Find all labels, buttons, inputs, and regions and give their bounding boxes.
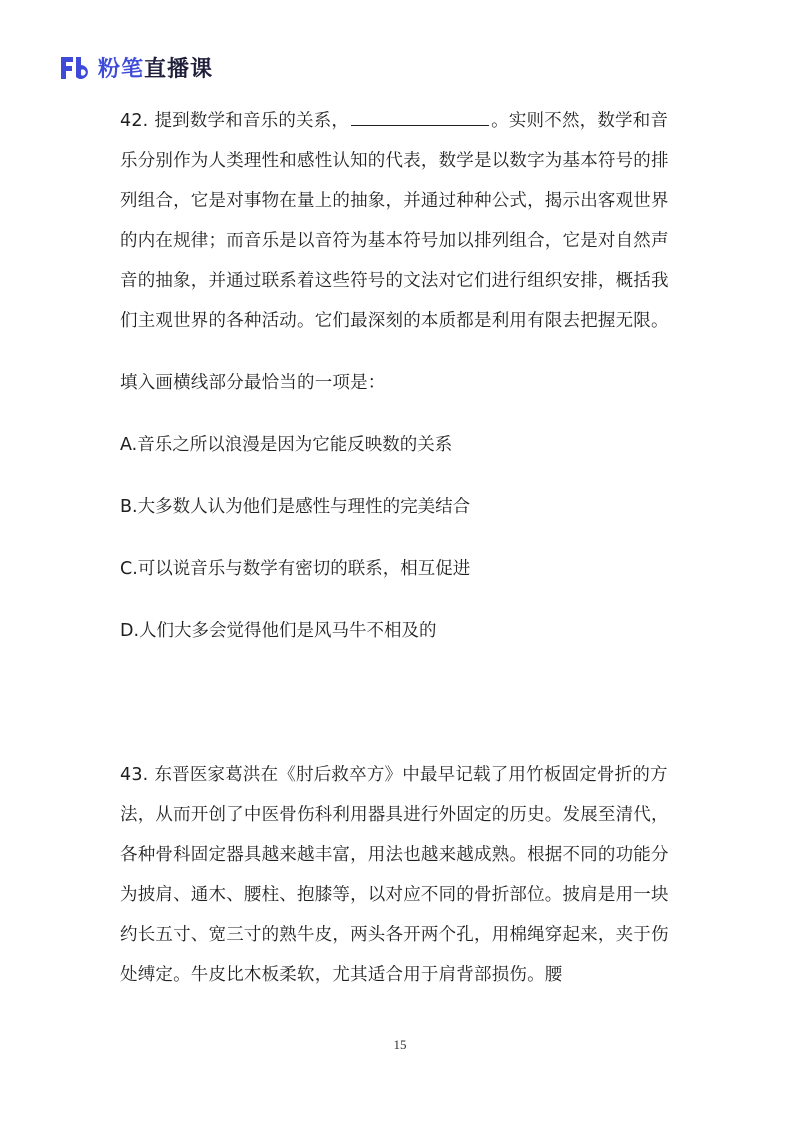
logo-text [98, 52, 213, 83]
page-number: 15 [393, 1037, 407, 1052]
question-42-stem [120, 101, 675, 341]
option-d: D.人们大多会觉得他们是风马牛不相及的 [120, 621, 437, 641]
logo-suffix: 直播课 [144, 56, 214, 82]
question-43-stem [120, 755, 675, 995]
question-42-prompt: 填入画横线部分最恰当的一项是： [120, 373, 386, 393]
option-c: C.可以说音乐与数学有密切的联系，相互促进 [120, 559, 471, 579]
question-42-text-before: 提到数学和音乐的关系， [154, 111, 350, 131]
option-a: A.音乐之所以浪漫是因为它能反映数的关系 [120, 435, 453, 455]
brand-logo [58, 50, 213, 84]
question-42-number: 42. [120, 111, 149, 131]
fill-in-blank [351, 105, 489, 126]
question-43-number: 43. [120, 765, 149, 785]
option-b: B.大多数人认为他们是感性与理性的完美结合 [120, 497, 471, 517]
question-43-text: 东晋医家葛洪在《肘后救卒方》中最早记载了用竹板固定骨折的方法，从而开创了中医骨伤科利用器具进行外固定的历史。发展至清代，各种骨科固定器具越来越丰富，用法也越来越成熟。根据不同的功能分为披肩、通木、腰柱、抱膝等，以对应不同的骨折部位。披肩是用一块约长五寸、宽三寸的熟牛皮，两头各开两个孔，用棉绳穿起来，夹于伤处缚定。牛皮比木板柔软，尤其适合用于肩背部损伤。腰 [120, 765, 669, 985]
fb-logo-icon [58, 52, 92, 82]
question-42-text-after: 。实则不然，数学和音乐分别作为人类理性和感性认知的代表，数学是以数字为基本符号的排列组合，它是对事物在量上的抽象，并通过种种公式，揭示出客观世界的内在规律；而音乐是以音符为基本符号加以排列组合，它是对自然声音的抽象，并通过联系着这些符号的文法对它们进行组织安排，概括我们主观世界的各种活动。它们最深刻的本质都是利用有限去把握无限。 [120, 111, 669, 331]
page-content [120, 101, 675, 995]
logo-brand: 粉笔 [98, 56, 145, 82]
